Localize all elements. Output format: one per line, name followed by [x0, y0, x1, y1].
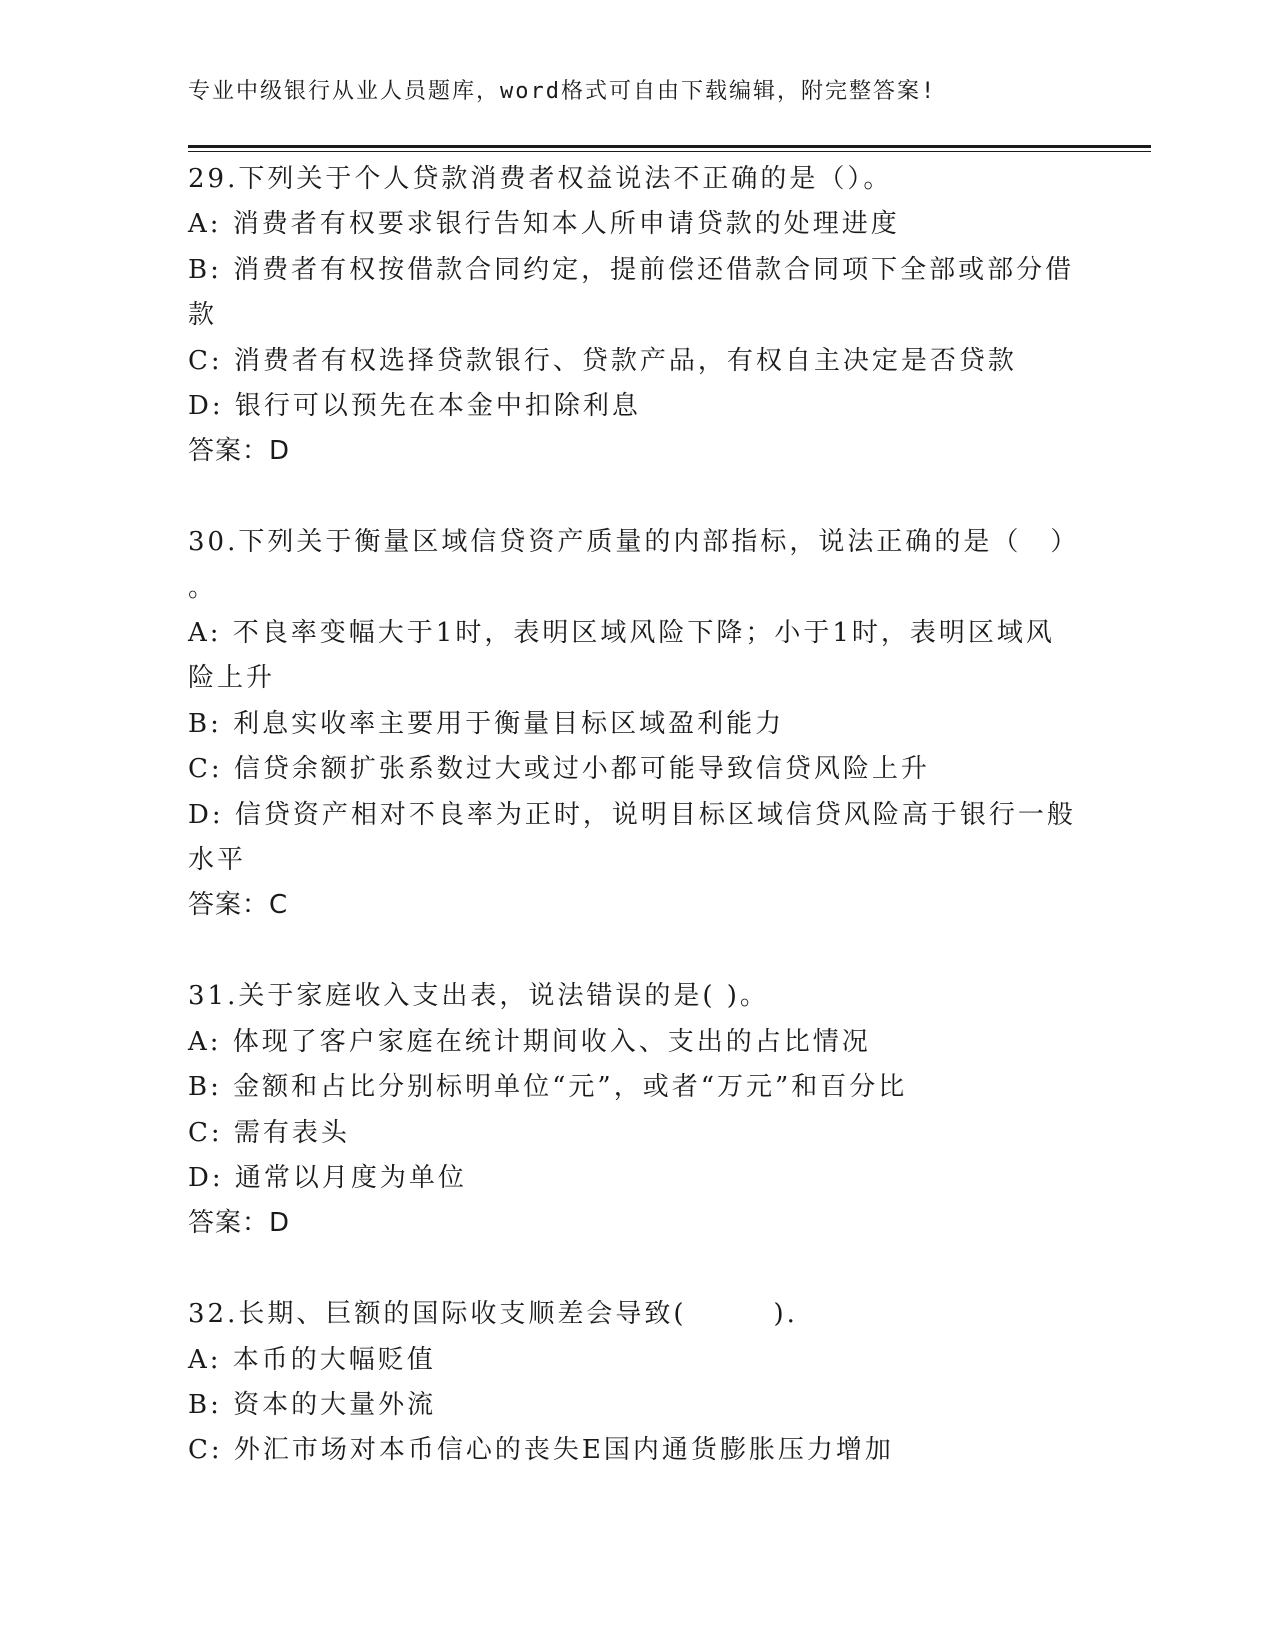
spacer: [188, 475, 1088, 520]
question-stem: 29.下列关于个人贷款消费者权益说法不正确的是（）。: [188, 164, 893, 194]
option-d: D: 信贷资产相对不良率为正时，说明目标区域信贷风险高于银行一般: [188, 799, 1076, 830]
option-a: A: 消费者有权要求银行告知本人所申请贷款的处理进度: [188, 209, 900, 240]
option-d-continued: 水平: [188, 845, 247, 876]
option-d: D: 银行可以预先在本金中扣除利息: [188, 391, 641, 422]
option-a: A: 体现了客户家庭在统计期间收入、支出的占比情况: [188, 1026, 871, 1057]
option-b: B: 利息实收率主要用于衡量目标区域盈利能力: [188, 708, 785, 739]
option-b: B: 消费者有权按借款合同约定，提前偿还借款合同项下全部或部分借: [188, 254, 1075, 285]
answer-line: 答案：D: [188, 436, 291, 467]
question-list: [188, 157, 1088, 1474]
spacer: [188, 1247, 1088, 1292]
header-rule-thick: [188, 145, 1151, 148]
answer-line: 答案：D: [188, 1208, 291, 1239]
option-c: C: 外汇市场对本币信心的丧失E国内通货膨胀压力增加: [188, 1435, 894, 1466]
question-29: [188, 157, 1088, 475]
option-a: A: 本币的大幅贬值: [188, 1344, 436, 1375]
question-stem: 30.下列关于衡量区域信贷资产质量的内部指标，说法正确的是（ ）: [188, 527, 1080, 558]
option-d: D: 通常以月度为单位: [188, 1162, 467, 1193]
question-32: [188, 1292, 1088, 1474]
option-c: C: 需有表头: [188, 1117, 350, 1148]
option-b: B: 金额和占比分别标明单位“元”，或者“万元”和百分比: [188, 1072, 908, 1103]
spacer: [188, 929, 1088, 974]
question-stem: 31.关于家庭收入支出表，说法错误的是( )。: [188, 981, 769, 1012]
question-stem: 32.长期、巨额的国际收支顺差会导致( ).: [188, 1299, 798, 1330]
page-header: 专业中级银行从业人员题库，word格式可自由下载编辑，附完整答案!: [188, 79, 937, 104]
question-stem-continued: 。: [188, 572, 218, 603]
question-30: [188, 520, 1088, 929]
option-a: A: 不良率变幅大于1时，表明区域风险下降；小于1时，表明区域风: [188, 618, 1055, 649]
option-c: C: 信贷余额扩张系数过大或过小都可能导致信贷风险上升: [188, 754, 930, 785]
option-b-continued: 款: [188, 300, 218, 331]
option-b: B: 资本的大量外流: [188, 1389, 437, 1420]
answer-line: 答案：C: [188, 890, 289, 921]
header-rule-thin: [188, 151, 1151, 152]
option-a-continued: 险上升: [188, 663, 276, 694]
option-c: C: 消费者有权选择贷款银行、贷款产品，有权自主决定是否贷款: [188, 345, 1017, 376]
question-31: [188, 974, 1088, 1246]
